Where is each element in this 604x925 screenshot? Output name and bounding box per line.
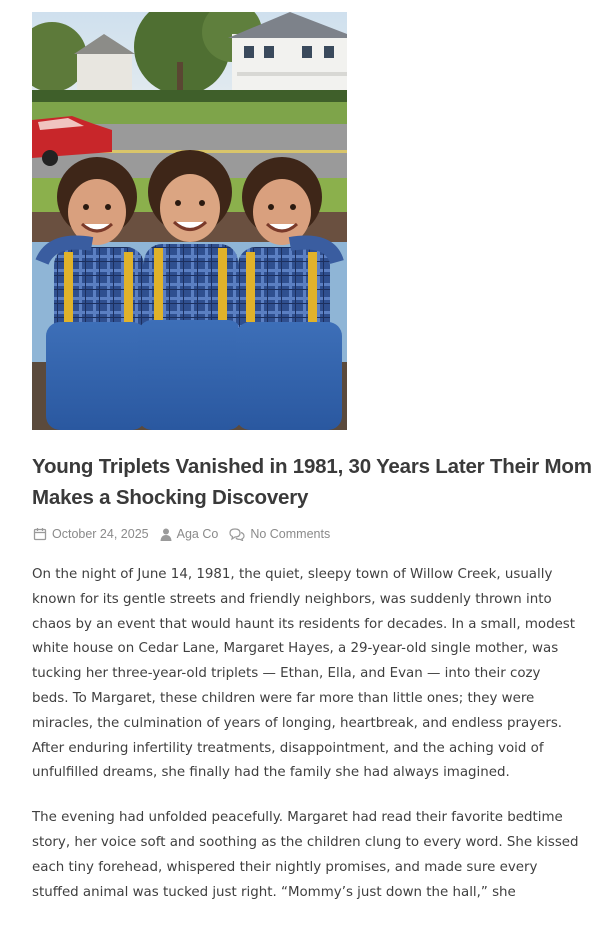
post-author-link[interactable]: Aga Co	[176, 527, 219, 541]
article-paragraph-2: The evening had unfolded peacefully. Margaret had read their favorite bedtime story, her voice soft and soothing as the children clung to every word. She kissed each tiny forehead, whispered their nightly promises, and made sure every stuffed animal was tucked just right. “Mommy’s just down the hall,” she	[32, 810, 579, 900]
user-icon	[160, 528, 172, 541]
article-meta	[33, 524, 341, 544]
post-comments-link[interactable]: No Comments	[250, 527, 331, 541]
article-body	[32, 563, 580, 925]
comments-icon	[229, 528, 245, 541]
triplets-photo-icon	[32, 12, 347, 430]
hero-image[interactable]	[32, 12, 347, 430]
post-author	[160, 527, 219, 541]
article-paragraph-1: On the night of June 14, 1981, the quiet, sleepy town of Willow Creek, usually known for its gentle streets and friendly neighbors, was suddenly thrown into chaos by an event that would haunt its residents for decades. In a small, modest white house on Cedar Lane, Margaret Hayes, a 29-year-old single mother, was tucking her three-year-old triplets — Ethan, Ella, and Evan — into their cozy beds. To Margaret, these children were far more than little ones; they were miracles, the culmination of years of longing, heartbreak, and endless prayers. After enduring infertility treatments, disappointment, and the aching void of unfulfilled dreams, she finally had the family she had always imagined.	[32, 567, 576, 781]
post-comments	[229, 527, 330, 541]
post-date-link[interactable]: October 24, 2025	[52, 527, 149, 541]
article-title[interactable]: Young Triplets Vanished in 1981, 30 Years Later Their Mom Makes a Shocking Discovery	[32, 455, 592, 509]
post-date	[33, 527, 149, 541]
calendar-icon	[33, 527, 47, 541]
